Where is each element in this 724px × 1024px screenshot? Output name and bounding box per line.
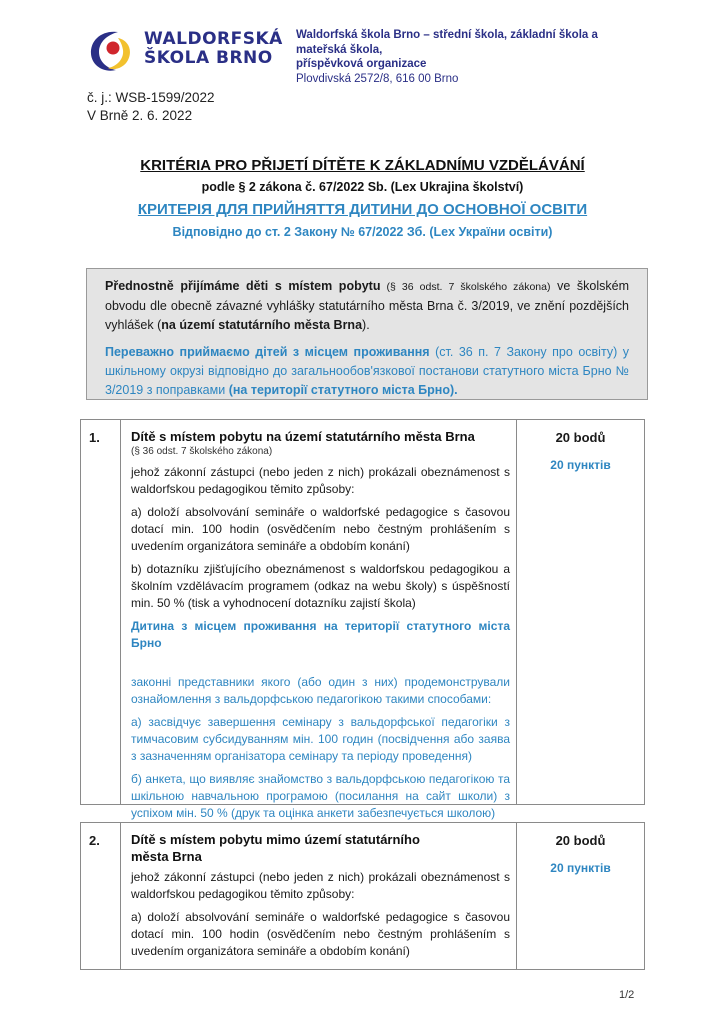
organization-info: [296, 28, 648, 86]
criterion-heading-ua: Дитина з місцем проживання на території статутного міста Брно: [131, 619, 510, 650]
org-name-line-2: příspěvková organizace: [296, 58, 427, 70]
letterhead: [88, 22, 648, 85]
notice-cz-end: ).: [362, 318, 370, 332]
criterion-option-a-cz: a) doloží absolvování semináře o waldorfské pedagogice s časovou dotací min. 100 hodin (osvědčením nebo čestným prohlášením s uvedením organizátora semináře a obdobím konání): [131, 505, 510, 553]
criterion-option-b-ua: б) анкета, що виявляє знайомство з вальдорфською педагогікою та шкільною навчальною програмою (посилання на сайт школи) з успіхом мін. 50 % (друк та оцінка анкети забезпечується школою): [131, 772, 510, 820]
criterion-number: 2.: [81, 823, 121, 969]
notice-cz: [105, 277, 629, 335]
criterion-heading-cz: Dítě s místem pobytu na území statutárního města Brna: [131, 429, 475, 444]
title-ua: КРИТЕРІЯ ДЛЯ ПРИЙНЯТТЯ ДИТИНИ ДО ОСНОВНОЇ ОСВІТИ: [137, 201, 588, 218]
priority-notice: [86, 268, 648, 400]
logo-line-1: WALDORFSKÁ: [144, 29, 283, 49]
subtitle-cz: podle § 2 zákona č. 67/2022 Sb. (Lex Ukrajina školství): [201, 180, 524, 194]
notice-ua: [105, 343, 629, 400]
notice-ua-text: (ст. 36 п. 7 Закону про освіту) у шкільному окрузі відповідно до загальнообов'язкової постанови статутного міста Брно № 3/2019 з поправками: [105, 345, 629, 397]
reference-number: č. j.: WSB-1599/2022: [87, 90, 215, 105]
logo-line-2: ŠKOLA BRNO: [144, 48, 273, 68]
waldorf-logo-icon: [88, 28, 134, 74]
criterion-description: [121, 420, 517, 820]
points-cz: 20 bodů: [555, 833, 606, 848]
reference-block: [87, 89, 215, 125]
school-logo: [88, 26, 283, 76]
notice-ua-lead: Переважно приймаємо дітей з місцем проживання: [105, 345, 430, 359]
notice-cz-ref: (§ 36 odst. 7 školského zákona): [380, 281, 551, 293]
points-ua: 20 пунктів: [550, 861, 611, 875]
criterion-heading-cz: Dítě s místem pobytu mimo území statutárního města Brna: [131, 832, 420, 864]
notice-cz-tail: na území statutárního města Brna: [161, 318, 363, 332]
criterion-number: 1.: [81, 420, 121, 804]
org-address: Plovdivská 2572/8, 616 00 Brno: [296, 72, 459, 85]
document-titles: [80, 155, 645, 242]
notice-cz-lead: Přednostně přijímáme děti s místem pobytu: [105, 279, 381, 293]
criterion-2: [80, 822, 645, 970]
criterion-legal-ref: (§ 36 odst. 7 školského zákona): [131, 446, 273, 457]
title-cz: KRITÉRIA PRO PŘIJETÍ DÍTĚTE K ZÁKLADNÍMU VZDĚLÁVÁNÍ: [140, 157, 585, 174]
criterion-description: [121, 823, 517, 969]
subtitle-ua: Відповідно до ст. 2 Закону № 67/2022 Зб. (Lex України освіти): [172, 225, 553, 239]
criterion-intro-ua: законні представники якого (або один з них) продемонстрували ознайомлення з вальдорфською педагогікою такими способами:: [131, 675, 510, 706]
criterion-points: [517, 823, 644, 969]
points-ua: 20 пунктів: [550, 458, 611, 472]
org-name-line-1: Waldorfská škola Brno – střední škola, základní škola a mateřská škola,: [296, 29, 598, 56]
criterion-intro-cz: jehož zákonní zástupci (nebo jeden z nich) prokázali obeznámenost s waldorfskou pedagogikou těmito způsoby:: [131, 465, 510, 496]
criterion-option-a-ua: а) засвідчує завершення семінару з вальдорфської педагогіки з тимчасовим субсидуванням мін. 100 годин (посвідчення або заява з зазначенням організатора семінару та періоду проведення): [131, 715, 510, 763]
place-date: V Brně 2. 6. 2022: [87, 108, 193, 123]
notice-cz-text: ve školském obvodu dle obecně závazné vyhlášky statutárního města Brna č. 3/2019, ve znění pozdějších vyhlášek (: [105, 279, 630, 332]
criterion-intro-cz: jehož zákonní zástupci (nebo jeden z nich) prokázali obeznámenost s waldorfskou pedagogikou těmito způsoby:: [131, 870, 510, 901]
criterion-1: [80, 419, 645, 820]
page-number: 1/2: [619, 989, 635, 1001]
points-cz: 20 bodů: [555, 430, 606, 445]
criterion-points: [517, 420, 644, 804]
criterion-option-a-cz: a) doloží absolvování semináře o waldorfské pedagogice s časovou dotací min. 100 hodin (osvědčením nebo čestným prohlášením s uvedením organizátora semináře a obdobím konání): [131, 910, 510, 958]
notice-ua-tail: (на території статутного міста Брно).: [228, 383, 458, 397]
criterion-option-b-cz: b) dotazníku zjišťujícího obeznámenost s waldorfskou pedagogikou a školním vzdělávacím programem (odkaz na webu školy) s úspěšností min. 50 % (tisk a vyhodnocení dotazníku zajistí škola): [131, 562, 510, 610]
